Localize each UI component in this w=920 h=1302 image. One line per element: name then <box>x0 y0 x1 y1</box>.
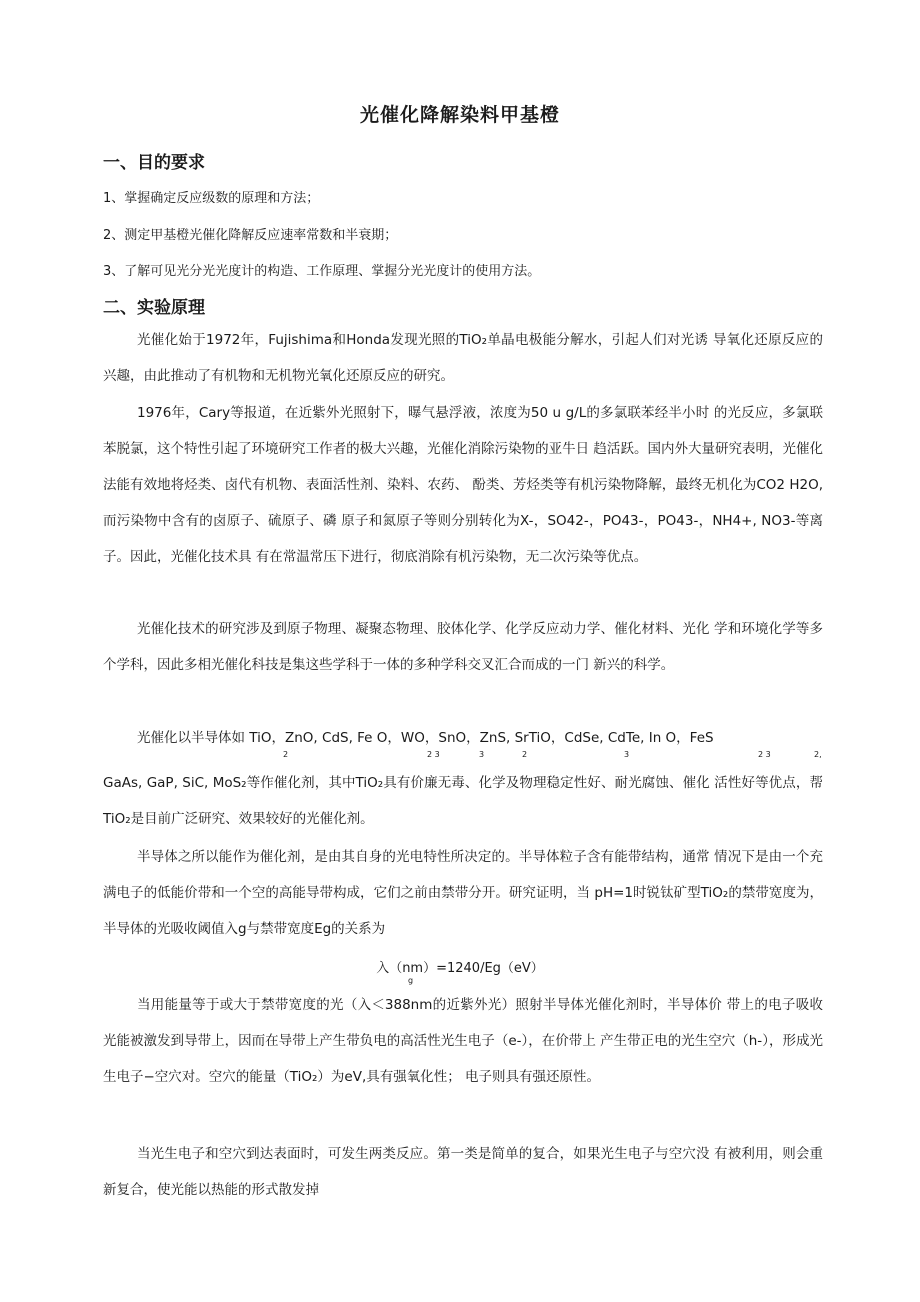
section-heading-objectives: 一、目的要求 <box>103 153 205 173</box>
catalyst-subscripts <box>0 750 920 762</box>
subscript: 2 <box>283 750 289 759</box>
objective-item-2: 2、测定甲基橙光催化降解反应速率常数和半衰期； <box>103 228 398 243</box>
subscript: 2, <box>814 750 822 759</box>
paragraph-excitation: 当用能量等于或大于禁带宽度的光（入＜388nm的近紫外光）照射半导体光催化剂时，半导体价 带上的电子吸收光能被激发到导带上，因而在导带上产生带负电的高活性光生电子（e-），在价带上 产生带正电的光生空穴（h-），形成光生电子−空穴对。空穴的能量（TiO₂）为eV,具有强氧化性； 电子则具有强还原性。 <box>103 997 823 1085</box>
subscript: 2 3 <box>758 750 771 759</box>
document-title: 光催化降解染料甲基橙 <box>359 104 560 126</box>
equation-subscript: g <box>408 976 414 985</box>
objective-item-1: 1、掌握确定反应级数的原理和方法； <box>103 191 320 206</box>
objective-item-3: 3、了解可见光分光光度计的构造、工作原理、掌握分光光度计的使用方法。 <box>103 264 541 279</box>
subscript: 2 <box>522 750 528 759</box>
subscript: 3 <box>624 750 630 759</box>
paragraph-semiconductor: 半导体之所以能作为催化剂，是由其自身的光电特性所决定的。半导体粒子含有能带结构，通常 情况下是由一个充满电子的低能价带和一个空的高能导带构成，它们之前由禁带分开。研究证明，当 pH=1时锐钛矿型TiO₂的禁带宽度为，半导体的光吸收阈值入g与禁带宽度Eg的关系为 <box>103 849 823 937</box>
section-heading-principle: 二、实验原理 <box>103 298 205 318</box>
paragraph-history: 光催化始于1972年，Fujishima和Honda发现光照的TiO₂单晶电极能分解水，引起人们对光诱 导氧化还原反应的兴趣，由此推动了有机物和无机物光氧化还原反应的研究。 <box>103 332 823 384</box>
paragraph-recombination: 当光生电子和空穴到达表面时，可发生两类反应。第一类是简单的复合，如果光生电子与空穴没 有被利用，则会重新复合，使光能以热能的形式散发掉 <box>103 1146 823 1198</box>
paragraph-research: 1976年，Cary等报道，在近紫外光照射下，曝气悬浮液，浓度为50 u g/L的多氯联苯经半小时 的光反应，多氯联苯脱氯，这个特性引起了环境研究工作者的极大兴趣，光催化消除污染物的亚牛日 趋活跃。国内外大量研究表明，光催化法能有效地将烃类、卤代有机物、表面活性剂、染料、农药、 酚类、芳烃类等有机污染物降解，最终无机化为CO2 H2O,而污染物中含有的卤原子、硫原子、磷 原子和氮原子等则分别转化为X-，SO42-，PO43-，PO43-，NH4+, NO3-等离子。因此，光催化技术具 有在常温常压下进行，彻底消除有机污染物，无二次污染等优点。 <box>103 405 823 565</box>
bandgap-equation: 入（nm）=1240/Eg（eV） <box>376 961 544 976</box>
subscript: 2 3 <box>427 750 440 759</box>
subscript: 3 <box>479 750 485 759</box>
paragraph-disciplines: 光催化技术的研究涉及到原子物理、凝聚态物理、胶体化学、化学反应动力学、催化材料、光化 学和环境化学等多个学科，因此多相光催化科技是集这些学科于一体的多种学科交叉汇合而成的一门 新兴的科学。 <box>103 621 823 673</box>
paragraph-catalysts-rest: GaAs, GaP, SiC, MoS₂等作催化剂，其中TiO₂具有价廉无毒、化学及物理稳定性好、耐光腐蚀、催化 活性好等优点，帮TiO₂是目前广泛研究、效果较好的光催化剂。 <box>103 775 823 827</box>
paragraph-catalysts-line1: 光催化以半导体如 TiO，ZnO, CdS, Fe O，WO，SnO，ZnS, SrTiO，CdSe, CdTe, In O，FeS <box>137 730 714 746</box>
